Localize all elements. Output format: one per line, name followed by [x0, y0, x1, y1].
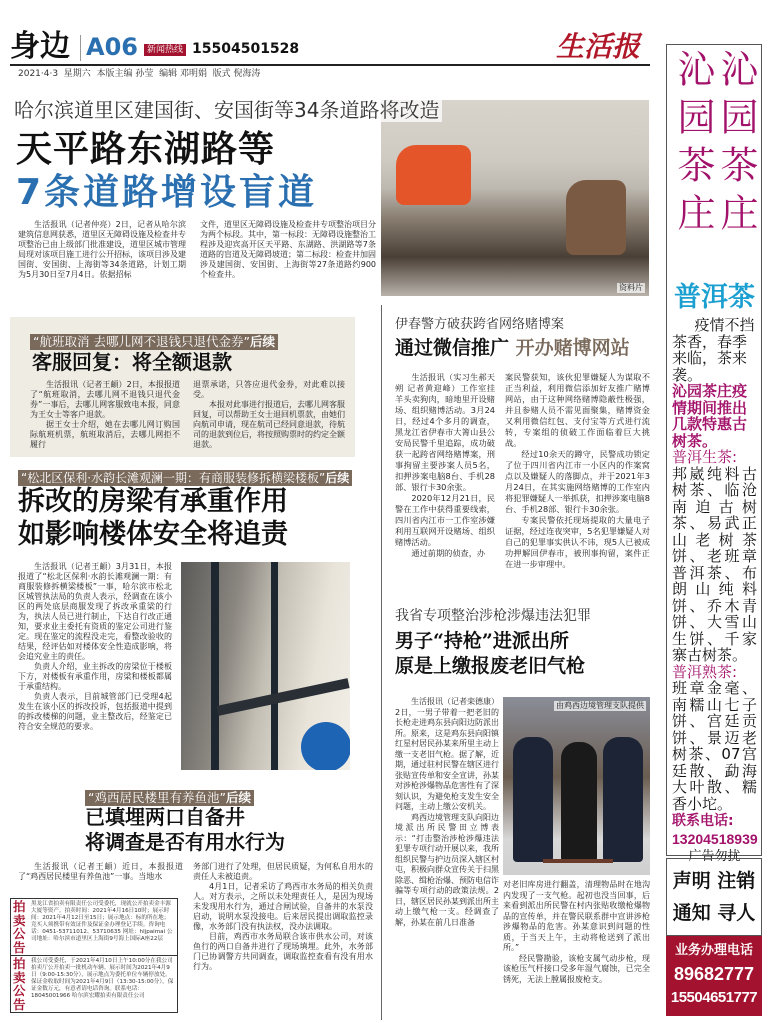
- blue-pipe-valve: [301, 722, 350, 770]
- divider: [80, 35, 81, 61]
- paragraph: 2020年12月21日，民警在工作中获得重要线索，四川省内江市一工作室涉嫌利用互联网开设赌场、组织赌博活动。: [395, 493, 495, 547]
- police-officer: [603, 737, 643, 862]
- story3-body: [18, 562, 172, 732]
- hotline-badge: 新闻热线: [144, 44, 186, 56]
- paragraph: 生活报讯（记者栾德康）2日，一男子带着一把老旧的长枪走进鸡东县向阳边防派出所。原来，这是鸡东县向阳镇红星村居民孙某来所里主动上缴一支老旧气枪。据了解，近期，通过驻村民警在辖区进行张贴宣传单和安全宣讲，孙某对涉枪涉爆物品危害性有了深刻认识，为避免枪支发生安全问题，主动上缴公安机关。: [395, 697, 499, 811]
- story1-col2: 文件，道里区无障碍设施及检查井专项整治项目分为两个标段。其中，第一标段：无障碍设施整治工程涉及迎宾高开区天平路、东湖路、洪湖路等7条道路的盲道及无障碍坡道；第二标段：检查井加固涉及建国街、安国街、上海街等27条道路约900个检查井。: [200, 220, 376, 279]
- story6-kicker: 我省专项整治涉枪涉爆违法犯罪: [395, 608, 591, 624]
- photo-credit: 由鸡西边境管理支队提供: [556, 701, 644, 710]
- story5-col2: [505, 372, 650, 570]
- man-black-jacket: [561, 742, 597, 862]
- paragraph: 负责人介绍，业主拆改的房梁位于楼板下方，对楼板有承重作用，房梁和楼板都属于承重结构。: [18, 662, 172, 691]
- tea-ad: [666, 44, 762, 864]
- service-label: 业务办理电话: [674, 942, 753, 957]
- paragraph: 生活报讯（记者王頔）2日，本报报道了“航班取消，去哪儿网不退钱只退代金券”一事后，去哪儿网客服致电本报，同意为王女士等客户退款。: [30, 380, 180, 419]
- paragraph: 4月1日，记者采访了鸡西市水务局的相关负责人。对方表示，之所以未处理责任人，是因为现场未发现用水行为，通过合闸试验，自备井的水泵没启动，说明水泵没接电。后来居民提出调取监控录像，水务部门没有执法权，没办法调取。: [193, 882, 373, 931]
- paragraph: 案民警获知，该伙犯罪嫌疑人为谋取不正当利益，利用微信添加好友推广赌博网站，由于这种网络赌博隐蔽性极强，并且参赌人员不需见面聚集，赌博资金又利用微信红包、支付宝等方式进行流转，专案组的侦破工作面临着巨大挑战。: [505, 372, 650, 448]
- ad-note: 广告勿扰: [688, 849, 741, 864]
- tea-product: 普洱茶: [674, 282, 755, 313]
- story5-kicker: 伊春警方破获跨省网络赌博案: [395, 317, 565, 332]
- worker-brown-jacket: [566, 180, 626, 255]
- worker-orange-jacket: [396, 145, 471, 205]
- raw-tea-label: 普洱生茶:: [672, 448, 738, 466]
- story5-headline: [395, 337, 630, 360]
- auction-notices: [10, 898, 178, 1013]
- notice-ad: [666, 858, 762, 936]
- story1-headline2: 7条道路增设盲道: [16, 172, 318, 213]
- story2-col1: [30, 380, 180, 450]
- tea-promo: 沁园茶庄疫情期间推出几款特惠古树茶。: [672, 382, 748, 450]
- service-phone1: 89682777: [673, 964, 755, 984]
- paragraph: 经民警勘验，该枪支属气动步枪，现该枪压气杆接口受多年湿气腐蚀，已完全锈死，无法上膛属报废枪支。: [503, 953, 650, 984]
- story1-kicker: 哈尔滨道里区建国街、安国街等34条道路将改造: [14, 98, 442, 122]
- steel-beam: [216, 678, 349, 716]
- story3-tag: “松北区保利·水韵长滩观澜一期：有商服装修拆横梁楼板”后续: [18, 467, 352, 486]
- header-rule: [10, 64, 650, 66]
- story6-photo: [503, 697, 650, 875]
- auction-notice-label: 拍卖公告: [13, 956, 26, 1012]
- police-officer: [513, 737, 553, 862]
- steel-column: [211, 562, 219, 770]
- paragraph: 鸡西边境管理支队向阳边境派出所民警田立博表示：“打击整治涉枪涉爆违法犯罪专项行动开展以来，我所组织民警与护边员深入辖区村屯，积极向群众宣传关于扫黑除恶、缉枪治爆、预防电信诈骗等专项行动的政策法规。2日，辖区居民孙某到派出所主动上缴气枪一支。经调查了解，孙某在前几日准备: [395, 812, 499, 927]
- story4-col1: 生活报讯（记者王頔）近日，本报报道了“鸡西居民楼里有养鱼池”一事。当地水: [18, 862, 183, 881]
- story5-headline-b: 开办赌博网站: [515, 337, 630, 359]
- story1-col1: 生活报讯（记者仲亮）2日，记者从哈尔滨建筑信息网获悉，道里区无障碍设施及检查井专项整治已由上级部门批准建设，道里区城市管理局现对该项目施工进行公开招标，该项目涉及建国街、安国街、上海街等34条道路，计划工期为5月30日至7月4日。依据招标: [18, 220, 186, 279]
- story6-col2: [503, 880, 650, 985]
- dateline: 2021·4·3 星期六 本版主编 孙莹 编辑 邓明娟 版式 倪海涛: [18, 69, 261, 79]
- story2-col2: [193, 380, 345, 450]
- section-title: 身边: [10, 29, 70, 64]
- auction-notice-text: 我公司受委托，于2021年4月10日上午10:00分在我公司拍卖厅公开拍卖一批机动车辆。展示时间为2021年4月9日（9:00-15:30分），展示地点为委托单位车辆停放处。保证金收取时间为2021年4月9日（13:30-15:00分），保证金数万元，有意者请电话咨询。联系电话：18045001966 哈尔滨宏耀拍卖有限责任公司: [31, 958, 174, 999]
- hotline-number: 15504501528: [192, 41, 300, 57]
- paragraph: 退票承诺，只答应退代金券，对此难以接受。: [193, 380, 345, 399]
- story3-photo: [181, 562, 350, 770]
- paragraph: 本报对此事进行报道后，去哪儿网客服回复，可以帮助王女士退回机票款，由她们向航司申请，现在航司已经同意退款，待航司的退款到位后，将按照购票时的约定全额退款。: [193, 400, 345, 449]
- story4-headline2: 将调查是否有用水行为: [85, 830, 285, 854]
- paragraph: 生活报讯（实习生郝天朔 记者黄迎峰）工作室挂羊头卖狗肉，暗地里开设赌场、组织赌博活动。3月24日，经过4个多月的调查，黑龙江省伊春市大箐山县公安局民警千里追踪，成功破获一起跨省网络赌博案，刑事拘留主要涉案人员5名，扣押涉案电脑8台、手机28部、银行卡30余张。: [395, 372, 495, 492]
- story4-headline1: 已填埋两口自备井: [85, 805, 245, 829]
- story5-headline-a: 通过微信推广: [395, 337, 510, 359]
- story4-tag: “鸡西居民楼里有养鱼池”后续: [85, 787, 254, 806]
- story2-headline: 客服回复：将全额退款: [32, 350, 232, 374]
- paragraph: 生活报讯（记者王頔）3月31日，本报报道了“松北区保利·水韵长滩观澜一期：有商服装修拆横梁楼板”一事，哈尔滨市松北区城管执法局的负责人表示，经调查在该小区的两处底层商服发现了拆改承重梁的行为，执法人员已进行制止，下达自行改正通知，要求业主委托有资质的鉴定公司进行鉴定。现在鉴定的流程没走完，看整改验收的结果，经评估如对楼体安全性造成影响，将会追究业主的责任。: [18, 562, 172, 661]
- notice-ad-line2: 通知 寻人: [672, 902, 756, 924]
- tea-brand: 沁园茶庄: [714, 49, 758, 241]
- tea-brand: 沁园茶庄: [671, 49, 715, 241]
- paragraph: 对老旧库房进行翻盖，清理物品时在地沟内发现了一支气枪。起初也没当回事，后来看到派出所民警在村内张贴收缴枪爆物品的宣传单，并在警民联系群中宣讲涉枪涉爆物品的危害。孙某意识到问题的性质，于当天上午，主动将枪送到了派出所。”: [503, 880, 650, 952]
- service-phone-box: [666, 936, 762, 1016]
- service-phone2: 15504651777: [670, 989, 758, 1006]
- auction-notice-text: 黑龙江省拍卖有限责任公司受委托，现就公开拍卖金丰源大厦等资产。拍卖时间：2021年4月16日10时；展示时间：2021年4月12日至15日；展示地点：标的所在地；竞买人须携带有效证件及保证金办理登记手续。咨询电话：0451-53711012、53710635 网址：hljpaimai 公司地址：哈尔滨市道里区上海街9号海上国际A座22层: [31, 901, 173, 942]
- story3-headline2: 如影响楼体安全将追责: [18, 519, 288, 550]
- story4-col2: [193, 862, 373, 972]
- masthead-logo: 生活报: [556, 30, 641, 63]
- tea-intro: 疫情不挡茶香，春季来临，茶来袭。: [672, 316, 755, 384]
- story2-tag: “航班取消 去哪儿网不退钱只退代金券”后续: [30, 331, 278, 350]
- raw-tea-list: 邦崴纯料古树茶、临沧南迫古树茶、易武正山老树茶饼、老班章普洱茶、布朗山纯料饼、乔木青饼、大雪山生饼、千家寨古树茶。: [672, 464, 757, 664]
- story5-col1: [395, 372, 495, 559]
- paragraph: 务部门进行了处理，但居民质疑，为何私自用水的责任人未被追责。: [193, 862, 373, 881]
- story6-col1: [395, 697, 499, 928]
- paragraph: 负责人表示，目前城管部门已受理4起发生在该小区的拆改投诉，包括报道中提到的拆改楼梯的问题，业主整改后，经鉴定已符合安全规范的要求。: [18, 692, 172, 731]
- ripe-tea-list: 班章金毫、南糯山七子饼、宫廷贡饼、景迈老树茶、07宫廷散、勐海大叶散、糯香小坨。: [672, 679, 757, 813]
- paragraph: 目前，鸡西市水务局联合该市供水公司，对该鱼行的两口自备井进行了现场填埋。此外，水务部门已协调警方共同调查，调取监控查看有没有用水行为。: [193, 932, 373, 971]
- story3-headline1: 拆改的房梁有承重作用: [18, 486, 288, 517]
- paragraph: 据王女士介绍，她在去哪儿网订购国际航班机票，航班取消后，去哪儿网拒不履行: [30, 420, 180, 449]
- auction-notice-label: 拍卖公告: [13, 899, 26, 955]
- photo-credit: 资料片: [619, 283, 643, 292]
- auction-notice: [11, 955, 177, 1012]
- air-gun: [543, 859, 613, 863]
- paragraph: 经过10余天的蹲守，民警成功锁定了位于四川省内江市一小区内的作案窝点以及嫌疑人的落脚点，并于2021年3月24日，在其实施网络赌博的工作室内将犯罪嫌疑人一举抓获，扣押涉案电脑8台、手机28部、银行卡30余张。: [505, 449, 650, 514]
- column-divider: [381, 305, 382, 1020]
- story1-photo: [381, 100, 649, 296]
- notice-ad-line1: 声明 注销: [672, 870, 756, 892]
- story1-headline1: 天平路东湖路等: [16, 129, 276, 170]
- paragraph: 专案民警依托现场提取的大量电子证据，经过连夜突审，5名犯罪嫌疑人对自己的犯罪事实供认不讳，现5人已被成功押解回伊春市，被刑事拘留，案件正在进一步审理中。: [505, 515, 650, 569]
- ripe-tea-label: 普洱熟茶:: [672, 662, 738, 681]
- contact-label: 联系电话:: [672, 813, 734, 829]
- contact-phone: 13204518939: [672, 831, 758, 847]
- story6-headline2: 原是上缴报废老旧气枪: [395, 655, 586, 677]
- steel-column: [271, 562, 278, 770]
- page-number: A06: [86, 33, 138, 61]
- paragraph: 通过前期的侦查，办: [411, 548, 486, 558]
- auction-notice: [11, 899, 177, 955]
- story6-headline1: 男子“持枪”进派出所: [395, 630, 569, 652]
